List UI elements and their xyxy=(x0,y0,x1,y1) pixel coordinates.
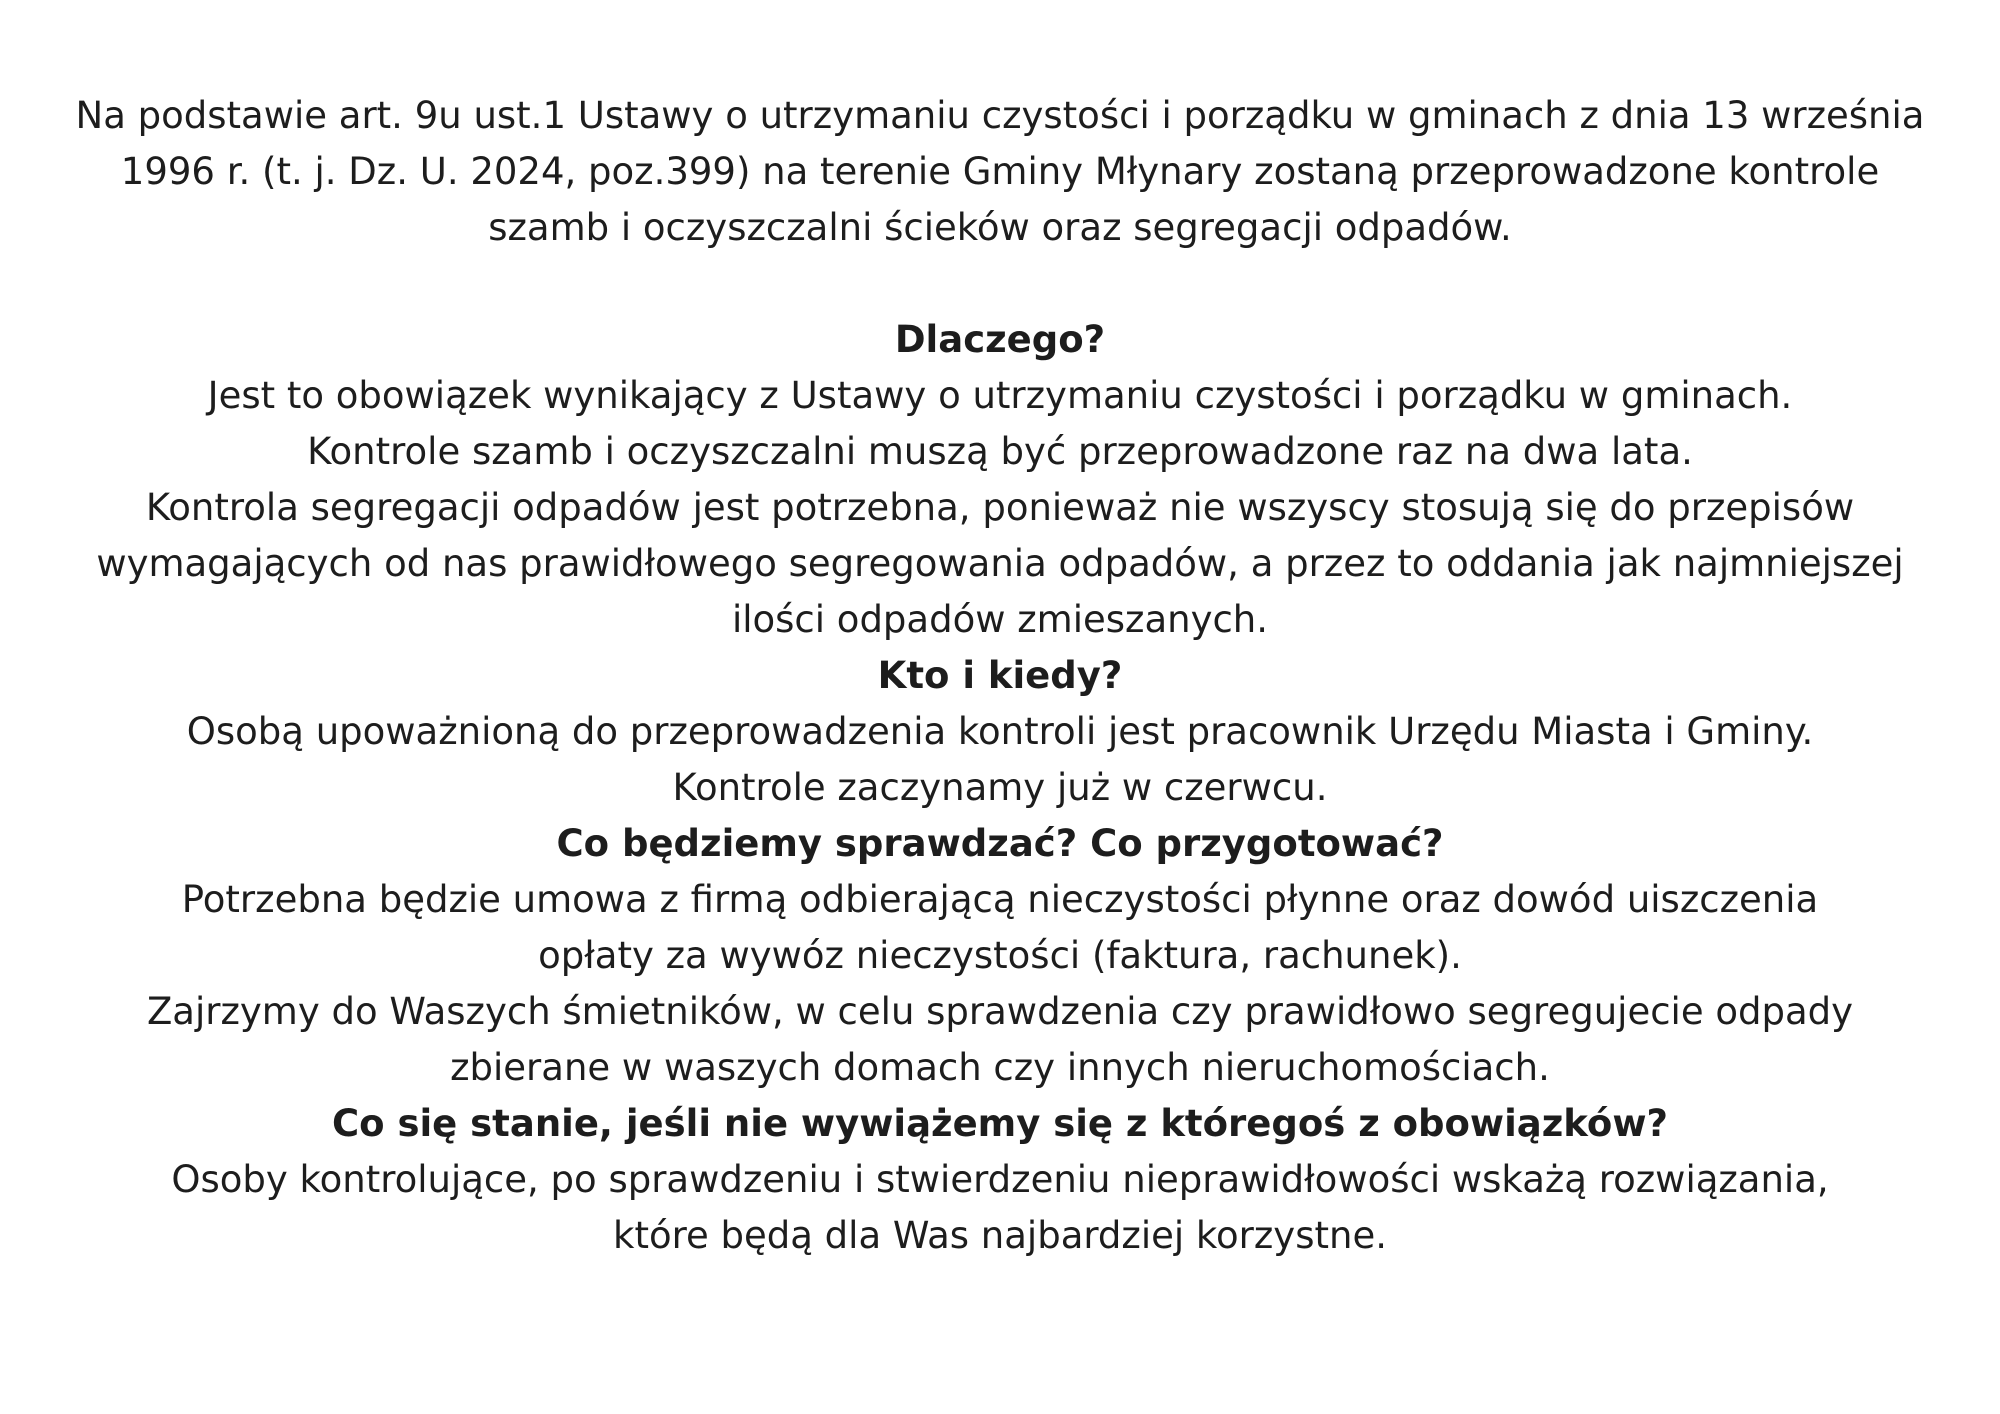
section-line: Potrzebna będzie umowa z firmą odbierającą nieczystości płynne oraz dowód uiszczenia xyxy=(181,878,1819,921)
intro-paragraph xyxy=(0,88,2000,256)
section-heading: Kto i kiedy? xyxy=(877,654,1123,697)
intro-line: szamb i oczyszczalni ścieków oraz segregacji odpadów. xyxy=(488,206,1512,249)
section-line: zbierane w waszych domach czy innych nieruchomościach. xyxy=(450,1046,1550,1089)
section-line: Kontrola segregacji odpadów jest potrzebna, ponieważ nie wszyscy stosują się do przepisów xyxy=(145,486,1855,529)
section-heading: Co będziemy sprawdzać? Co przygotować? xyxy=(556,822,1444,865)
section-line: Jest to obowiązek wynikający z Ustawy o utrzymaniu czystości i porządku w gminach. xyxy=(207,374,1793,417)
section-line: wymagających od nas prawidłowego segregowania odpadów, a przez to oddania jak najmniejszej xyxy=(96,542,1904,585)
section-line: ilości odpadów zmieszanych. xyxy=(731,598,1269,641)
section-why xyxy=(0,312,2000,648)
section-what-to-prepare xyxy=(0,816,2000,1096)
section-line: Osobą upoważnioną do przeprowadzenia kontroli jest pracownik Urzędu Miasta i Gminy. xyxy=(186,710,1814,753)
paragraph-spacer xyxy=(0,256,2000,312)
section-line: Kontrole zaczynamy już w czerwcu. xyxy=(672,766,1328,809)
section-heading: Dlaczego? xyxy=(894,318,1106,361)
section-line: Osoby kontrolujące, po sprawdzeniu i stwierdzeniu nieprawidłowości wskażą rozwiązania, xyxy=(171,1158,1829,1201)
section-line: które będą dla Was najbardziej korzystne. xyxy=(613,1214,1387,1257)
section-consequences xyxy=(0,1096,2000,1264)
section-who-when xyxy=(0,648,2000,816)
section-heading: Co się stanie, jeśli nie wywiążemy się z któregoś z obowiązków? xyxy=(332,1102,1668,1145)
section-line: Kontrole szamb i oczyszczalni muszą być przeprowadzone raz na dwa lata. xyxy=(307,430,1693,473)
section-line: opłaty za wywóz nieczystości (faktura, rachunek). xyxy=(538,934,1462,977)
document-body xyxy=(0,88,2000,1264)
intro-line: Na podstawie art. 9u ust.1 Ustawy o utrzymaniu czystości i porządku w gminach z dnia 13 września xyxy=(75,94,1925,137)
intro-line: 1996 r. (t. j. Dz. U. 2024, poz.399) na terenie Gminy Młynary zostaną przeprowadzone kontrole xyxy=(120,150,1880,193)
section-line: Zajrzymy do Waszych śmietników, w celu sprawdzenia czy prawidłowo segregujecie odpady xyxy=(146,990,1854,1033)
